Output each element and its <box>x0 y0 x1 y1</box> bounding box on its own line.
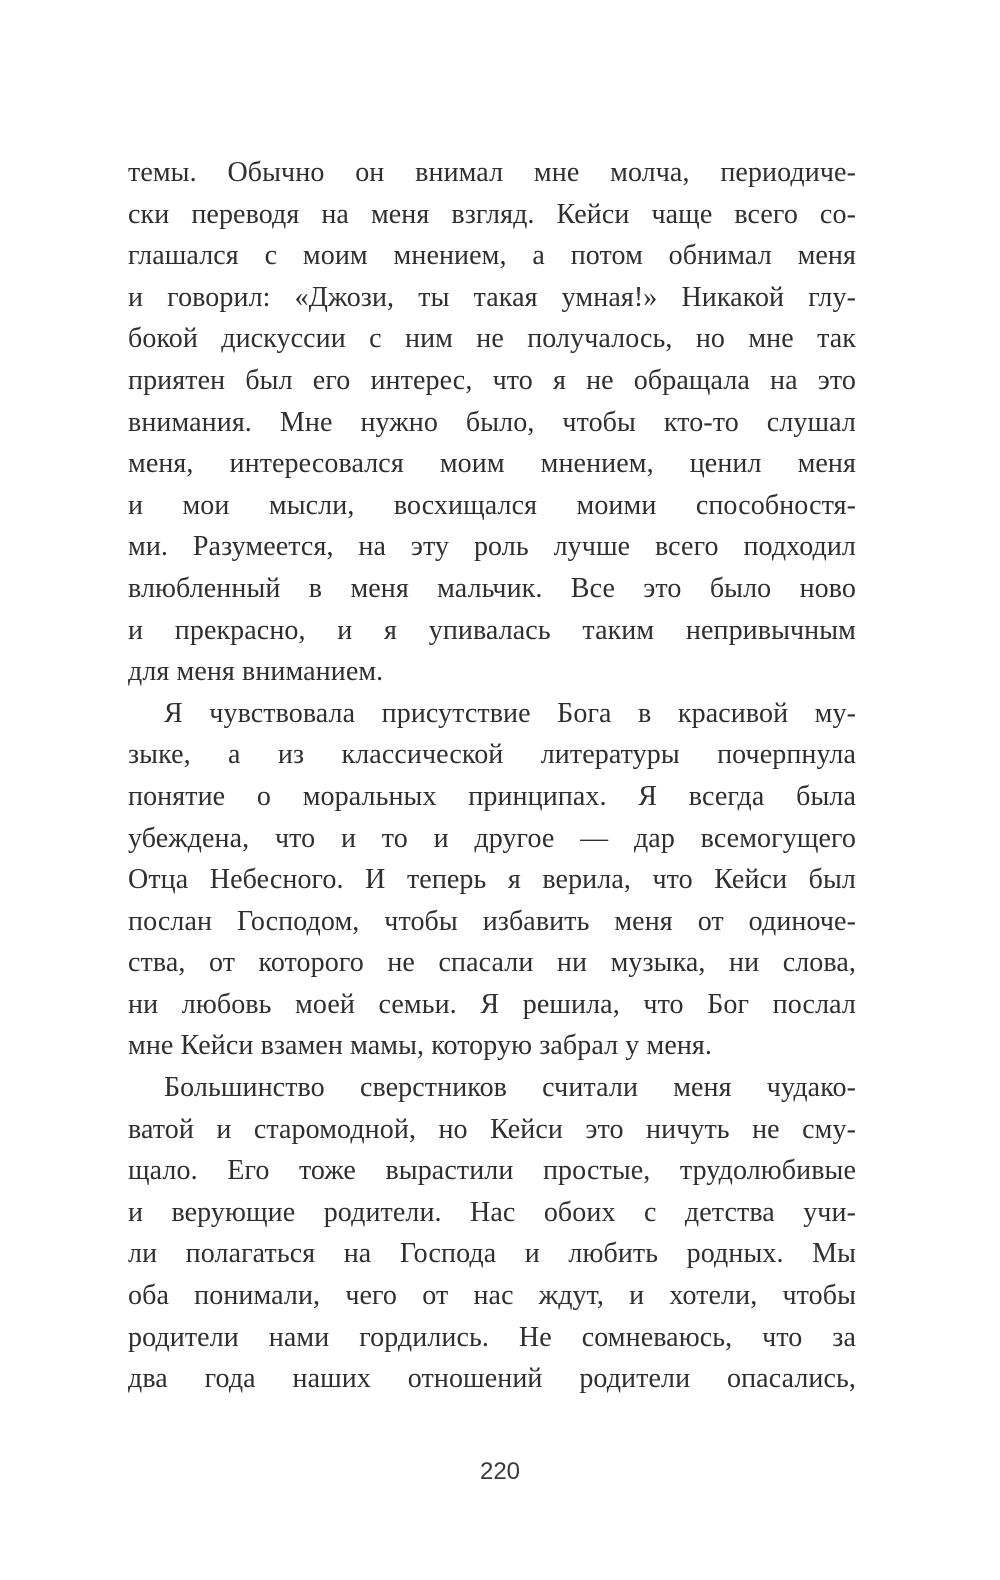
text-line: зыке, а из классической литературы почерпнула <box>128 739 856 771</box>
text-line: влюбленный в меня мальчик. Все это было ново <box>128 572 856 604</box>
text-line: глашался с моим мнением, а потом обнимал меня <box>128 240 856 272</box>
text-line: понятие о моральных принципах. Я всегда была <box>128 780 856 812</box>
text-line: оба понимали, чего от нас ждут, и хотели, чтобы <box>128 1280 856 1312</box>
paragraph-3 <box>128 1067 856 1400</box>
text-line: убеждена, что и то и другое — дар всемогущего <box>128 822 856 854</box>
text-line: приятен был его интерес, что я не обращала на это <box>128 364 856 396</box>
text-line: внимания. Мне нужно было, чтобы кто-то слушал <box>128 406 856 438</box>
text-line: темы. Обычно он внимал мне молча, периодиче- <box>128 157 856 188</box>
text-line: ски переводя на меня взгляд. Кейси чаще всего со- <box>128 198 856 230</box>
text-line: ства, от которого не спасали ни музыка, ни слова, <box>128 947 856 979</box>
text-line: для меня вниманием. <box>128 656 384 688</box>
text-line: мне Кейси взамен мамы, которую забрал у меня. <box>128 1030 713 1062</box>
text-line: ми. Разумеется, на эту роль лучше всего подходил <box>128 531 856 563</box>
text-line: Я чувствовала присутствие Бога в красивой му- <box>164 697 856 729</box>
page-number: 220 <box>479 1458 521 1485</box>
text-line: ватой и старомодной, но Кейси это ничуть не сму- <box>128 1113 856 1145</box>
text-line: ли полагаться на Господа и любить родных. Мы <box>128 1238 856 1270</box>
text-line: ни любовь моей семьи. Я решила, что Бог послал <box>128 988 856 1020</box>
paragraph-2 <box>128 693 856 1067</box>
text-line: бокой дискуссии с ним не получалось, но мне так <box>128 323 856 355</box>
text-line: Отца Небесного. И теперь я верила, что Кейси был <box>128 864 856 896</box>
text-line: и говорил: «Джози, ты такая умная!» Никакой глу- <box>128 281 856 313</box>
text-line: меня, интересовался моим мнением, ценил меня <box>128 448 856 480</box>
body-text <box>128 152 856 1400</box>
text-line: послан Господом, чтобы избавить меня от одиноче- <box>128 905 856 937</box>
paragraph-1 <box>128 152 856 693</box>
text-line: и прекрасно, и я упивалась таким непривычным <box>128 614 856 646</box>
text-line: два года наших отношений родители опасались, <box>128 1363 856 1395</box>
text-line: и мои мысли, восхищался моими способностя- <box>128 489 856 521</box>
text-line: родители нами гордились. Не сомневаюсь, что за <box>128 1321 856 1353</box>
text-line: Большинство сверстников считали меня чудако- <box>164 1072 856 1104</box>
text-line: щало. Его тоже вырастили простые, трудолюбивые <box>128 1155 856 1187</box>
text-line: и верующие родители. Нас обоих с детства учи- <box>128 1196 856 1228</box>
